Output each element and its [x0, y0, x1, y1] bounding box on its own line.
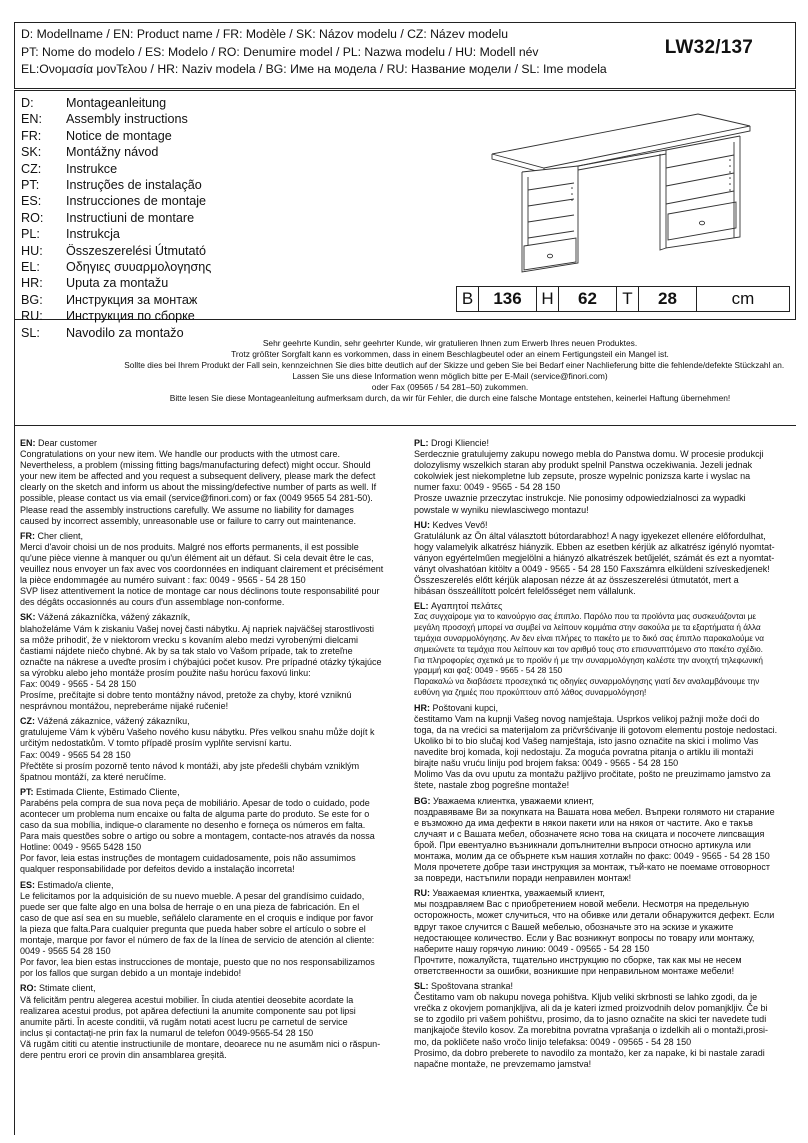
instruction-title: Notice de montage: [66, 128, 172, 143]
section-text-line: sa môže prihodiť, že v niektorom vrecku s kovaním alebo medzi vyrobenými dielcami: [20, 634, 359, 645]
customer-notice-section: [414, 703, 798, 792]
section-heading: [20, 531, 398, 542]
language-code: BG:: [21, 292, 43, 307]
section-text-line: caso de que así sea en su mueble, señálelo claramente en el croquis e indique por favor: [20, 912, 374, 923]
customer-notice-section: [414, 796, 798, 885]
section-text-line: špatnou montáží, za které neručíme.: [20, 771, 167, 782]
instruction-title: Instrukcja: [66, 227, 120, 242]
section-text-line: SVP lisez attentivement la notice de montage car nous déclinons toute responsabilité pour: [20, 586, 380, 597]
section-text-line: numer faxu: 0049 - 9565 - 54 28 150: [414, 482, 561, 493]
section-text-line: Parabéns pela compra de sua nova peça de mobiliário. Apesar de todo o cuidado, pode: [20, 797, 370, 808]
section-text-line: sa výrobku alebo jeho montáže prosím použite našu horúcu faxovú linku:: [20, 667, 311, 678]
section-text-line: Por favor, lea bien estas instrucciones de montaje, puesto que no nos responsabilizamos: [20, 957, 375, 968]
section-text-line: Čestitamo vam ob nakupu novega pohištva. Kljub veliki skrbnosti se lahko zgodi, da je: [414, 992, 758, 1003]
language-code: SL:: [21, 325, 40, 340]
instruction-title-row: [21, 95, 211, 111]
section-text-line: Моля прочетете добре тази инструкция за монтаж, тъй-като не поемаме отговорност: [414, 862, 771, 873]
section-text-line: la pièce endommagée au numéro suivant : fax: 0049 - 9565 - 54 28 150: [20, 575, 306, 586]
section-text-line: μεγάλη προσοχή μπορεί να συμβεί να λείπουν κομμάτια στην σακούλα με τα εξαρτήματα ή άλλα: [414, 623, 761, 633]
instruction-title-list: [21, 95, 211, 341]
customer-notice-section: [20, 983, 398, 1061]
section-heading: [20, 787, 398, 798]
customer-notice-section: [20, 716, 398, 783]
section-text-line: se to zgodilo pri vašem pohištvu, prosimo, da to jasno označite na skici ter navedete tudi: [414, 1014, 767, 1025]
section-text-line: ευθύνη για ζημιές που προκύπτουν από λάθος συναρμολόγηση!: [414, 687, 647, 697]
section-text-line: gratulujeme Vám k výběru Vašeho nového kusu nábytku. Přes velkou snahu může dojít k: [20, 727, 375, 738]
intro-line: Lassen Sie uns diese Information wenn möglich bitte per E-Mail (service@finori.com): [292, 371, 608, 382]
section-heading: [20, 716, 398, 727]
intro-line: Trotz größter Sorgfalt kann es vorkommen, dass in einem Beschlagbeutel oder an einem Fertigungsteil ein Mangel ist.: [231, 349, 669, 360]
section-text-line: Prosimo, da dobro preberete to navodilo za montažo, ker za napake, ki bi nastale zaradi: [414, 1047, 765, 1058]
section-heading: [414, 981, 798, 992]
instruction-title-row: [21, 292, 211, 308]
section-language-code: HU:: [414, 519, 430, 530]
section-greeting: Vážená zákazníčka, vážený zákazník,: [35, 612, 191, 623]
width-value: 136: [479, 287, 537, 311]
section-text-line: hogy valamelyik alkatrész hiányzik. Ebben az esetben kérjük az alkatrész igényló nyomtat-: [414, 541, 775, 552]
instruction-title: Instruções de instalação: [66, 178, 202, 193]
customer-notice-section: [20, 612, 398, 712]
section-text-line: dolozylismy wszelkich staran aby produkt spelnil Panstwa oczekiwania. Jezeli jednak: [414, 460, 753, 471]
language-code: RU:: [21, 309, 43, 324]
instruction-title-row: [21, 308, 211, 324]
section-heading: [414, 703, 798, 714]
section-text-line: е възможно да има дефекти в някои пакети или на някоя от частите. Ако е такъв: [414, 817, 753, 828]
section-text-line: за повреди, настъпили поради неправилен монтаж!: [414, 873, 632, 884]
instruction-title-row: [21, 275, 211, 291]
instruction-title: Instrucciones de montaje: [66, 194, 207, 209]
section-text-line: clearly on the sketch and inform us about the missing/defective number of parts as well. If: [20, 482, 377, 493]
section-text-line: caso da sua mobília, indique-o claramente no desenho e forneça os números em falta.: [20, 820, 366, 831]
section-language-code: SL:: [414, 981, 429, 992]
section-text-line: Congratulations on your new item. We handle our products with the utmost care.: [20, 449, 341, 460]
header-box: [14, 22, 796, 89]
section-text-line: qu'une pièce vienne à manquer ou qu'un élément ait un défaut. Si cela devait être le cas,: [20, 552, 374, 563]
section-text-line: qualquer responsabilidade por defeitos devido a instalação incorreta!: [20, 864, 295, 875]
instruction-title: Инструкция по сборке: [66, 309, 195, 324]
section-text-line: dere pentru erori ce provin din ansamblarea greșită.: [20, 1049, 227, 1060]
customer-notice-section: [414, 981, 798, 1070]
unit-label: cm: [731, 289, 755, 308]
model-line: PT: Nome do modelo / ES: Modelo / RO: Denumire model / PL: Nazwa modelu / HU: Modell név: [21, 44, 539, 59]
depth-label: T: [617, 287, 639, 311]
section-language-code: RU:: [414, 888, 430, 899]
instruction-title: Összeszerelési Útmutató: [66, 243, 206, 258]
section-text-line: toga, da na vrećici sa materijalom za pričvršćivanje ili gotovom elementu postoje nedostaci.: [414, 724, 778, 735]
intro-line: Sollte dies bei Ihrem Produkt der Fall sein, kennzeichnen Sie dies bitte deutlich auf der Skizze und geben Sie bei Bedarf einer Nachlieferung bitte die fehlende/defekte Stückzahl an.: [124, 360, 785, 371]
section-greeting: Drogi Kliencie!: [428, 438, 490, 448]
instruction-title: Montážny návod: [66, 145, 159, 160]
section-language-code: FR:: [20, 530, 35, 541]
section-language-code: BG:: [414, 795, 431, 806]
section-text-line: τεμάχια συναρμολόγησης. Αν δεν είναι πλήρες το πακέτο με το δικό σας έπιπλο παρακαλούμε να: [414, 634, 764, 643]
instruction-title-row: [21, 243, 211, 259]
section-text-line: поздравяваме Ви за покупката на Вашата нова мебел. Въпреки голямото ни старание: [414, 806, 775, 817]
section-heading: [20, 438, 398, 449]
section-text-line: častiami nájdete niečo chybné. Ak by sa tak stalo vo Vašom prípade, tak to zreteľne: [20, 645, 353, 656]
section-text-line: nesprávnou montážou, nepreberáme nijaké ručenie!: [20, 701, 229, 712]
customer-notice-section: [20, 787, 398, 876]
language-code: D:: [21, 96, 34, 110]
section-text-line: puede ser que falte algo en una bolsa de herraje o en una pieza de fabricación. En el: [20, 901, 360, 912]
section-text-line: Fax: 0049 - 9565 54 28 150: [20, 749, 131, 760]
section-heading: [20, 880, 398, 891]
instruction-title-row: [21, 144, 211, 160]
section-greeting: Spoštovana stranka!: [428, 981, 514, 992]
instruction-title: Navodilo za montažo: [66, 325, 184, 340]
instruction-title: Instrukce: [66, 161, 118, 176]
section-text-line: Прочтите, пожалуйста, тщательно инструкцию по сборке, так как мы не несем: [414, 954, 742, 965]
depth-value: 28: [639, 287, 697, 311]
section-text-line: označte na nákrese a uveďte prosím i chýbajúci počet kusov. Pre prípadné otázky týkajúce: [20, 656, 382, 667]
section-text-line: navedite broj komada, koji nedostaju. Za moguća povratna pitanja o artiklu ili montaži: [414, 747, 754, 758]
section-heading: [20, 983, 398, 994]
language-code: FR:: [21, 128, 42, 143]
section-text-line: вдруг такое случится с Вашей мебелью, обозначьте это на эскизе и укажите: [414, 921, 734, 932]
width-label: B: [457, 287, 479, 311]
model-line: EL:Ονομασία μονΤελου / HR: Naziv modela / BG: Име на модела / RU: Название модели / SL: Ime modela: [21, 62, 607, 76]
section-text-line: ответственности за ошибки, возникшие при неправильном монтаже мебели!: [414, 965, 735, 976]
section-text-line: des dégâts occasionnés au cours d'un assemblage non-conforme.: [20, 597, 285, 608]
section-language-code: RO:: [20, 983, 37, 994]
section-text-line: vrečka z okovjem pomanjkljiva, ali da je kateri izmed proizvodnih delov pomanjkljiv. Če bi: [414, 1003, 768, 1014]
section-text-line: blahoželáme Vám k ziskaniu Vašej novej časti nábytku. Aj napriek najväčšej starostlivosti: [20, 623, 375, 634]
intro-line: Sehr geehrte Kundin, sehr geehrter Kunde, wir gratulieren Ihnen zum Erwerb Ihres neuen Produktes.: [262, 338, 638, 348]
instruction-title-row: [21, 193, 211, 209]
section-text-line: inclus și contactați-ne prin fax la numarul de telefon 0049-9565-54 28 150: [20, 1027, 314, 1038]
section-text-line: Ukoliko bi to bio slučaj kod Vašeg namještaja, isto jasno označite na skici i molimo Vas: [414, 736, 759, 747]
section-text-line: случаят и с Вашата мебел, обозначете ясно това на скицата и посочете липсващия: [414, 828, 765, 839]
section-text-line: Vă felicităm pentru alegerea acestui mobilier. În ciuda atentiei deosebite acordate la: [20, 994, 354, 1005]
intro-line: oder Fax (09565 / 54 281–50) zukommen.: [371, 382, 529, 393]
language-code: CZ:: [21, 161, 42, 176]
section-text-line: hibásan összeállított polcért felelősséget nem vállalunk.: [414, 586, 636, 597]
intro-text: [120, 338, 785, 405]
section-text-line: брой. При евентуално възникнали допълнителни въпроси относно артикула или: [414, 839, 751, 850]
instruction-title-row: [21, 210, 211, 226]
section-text-line: мы поздравляем Вас с приобретением новой мебели. Несмотря на предельную: [414, 899, 750, 910]
section-text-line: štete, nastale zbog pogrešne montaže!: [414, 780, 570, 791]
section-text-line: недостающее количество. Если у Вас возникнут вопросы по товару или монтажу,: [414, 932, 755, 943]
instruction-title: Uputa za montažu: [66, 276, 169, 291]
section-text-line: Serdecznie gratulujemy zakupu nowego mebla do Panstwa domu. W procesie produkcji: [414, 449, 764, 460]
language-code: EL:: [21, 260, 40, 275]
model-number: LW32/137: [664, 37, 753, 58]
section-text-line: 0049 - 9565 54 28 150: [20, 946, 111, 957]
section-text-line: acontecer um problema num encaixe ou falta de alguma parte do produto. Se este for o: [20, 809, 370, 819]
section-text-line: Vă rugăm cititi cu atentie instructiunile de montare, deoarece nu ne asumăm nici o răspun-: [20, 1038, 381, 1049]
left-column: [20, 438, 398, 1065]
section-text-line: la pieza que falta.Para cualquier pregunta que pueda haber sobre el artículo o sobre el: [20, 923, 366, 934]
furniture-sketch: [488, 110, 758, 285]
section-text-line: por los fallos que surgan debido a un montaje indebido!: [20, 968, 242, 979]
instruction-title: Assembly instructions: [66, 112, 188, 127]
section-text-line: Molimo Vas da ovu uputu za montažu pažljivo pročitate, pošto ne preuzimamo jamstvo za: [414, 769, 771, 780]
section-text-line: монтажа, молим да се обърнете към нашия хотлайн по факс: 0049 - 9565 - 54 28 150: [414, 851, 770, 861]
section-text-line: Fax: 0049 - 9565 - 54 28 150: [20, 678, 137, 689]
language-code: PT:: [21, 178, 40, 193]
section-greeting: Kedves Vevő!: [430, 519, 488, 530]
section-heading: [414, 520, 798, 531]
section-text-line: Prosze uwaznie przeczytac instrukcje. Nie ponosimy odpowiedzialnosci za wypadki: [414, 493, 746, 504]
section-text-line: montaje, marque por favor el número de fax de la línea de servicio de atención al cliente:: [20, 935, 375, 946]
right-column: [414, 438, 798, 1074]
section-greeting: Estimado/a cliente,: [35, 879, 114, 890]
language-code: SK:: [21, 145, 42, 160]
customer-notice-section: [20, 880, 398, 980]
section-text-line: Le felicitamos por la adquisición de su nuevo mueble. A pesar del grandísimo cuidado,: [20, 890, 365, 901]
section-text-line: mo, da pokličete našo vročo linijo telefaksa: 0049 - 09565 - 54 28 150: [414, 1036, 692, 1047]
section-text-line: ványt olvashatóan kitöltv a 0049 - 9565 - 54 28 150 Faxszámra elküldeni szíveskedjenek!: [414, 564, 770, 575]
language-code: PL:: [21, 227, 40, 242]
height-value: 62: [559, 287, 617, 311]
section-greeting: Estimada Cliente, Estimado Cliente,: [33, 786, 180, 797]
section-text-line: manjkajoče število kosov. Za morebitna povratna vprašanja o izdelkih ali o montaži,prosi-: [414, 1025, 769, 1036]
section-text-line: Összeszerelés előtt kérjük alaposan nézze át az összeszerelési útmutatót, mert a: [414, 575, 739, 586]
section-heading: [414, 601, 798, 612]
section-text-line: Hotline: 0049 - 9565 5428 150: [20, 842, 142, 853]
section-text-line: Σας συγχαίρομε για το καινούργιο σας έπιπλο. Παρόλο που τα προϊόντα μας συσκευάζονται με: [414, 612, 757, 622]
customer-notice-section: [414, 601, 798, 698]
left-border: [14, 320, 15, 1135]
section-text-line: Nevertheless, a problem (missing fitting bags/manufacturing defect) might occur. Should: [20, 460, 371, 471]
instruction-title-row: [21, 128, 211, 144]
section-text-line: anumite părti. În aceste conditii, vă rugăm notati acest lucru pe carnetul de service: [20, 1016, 348, 1027]
instruction-title: Οδηγιες συυαρμολογησης: [66, 260, 212, 275]
section-greeting: Αγαπητοί πελάτες: [428, 601, 503, 612]
section-language-code: ES:: [20, 879, 36, 890]
section-text-line: осторожность, может случиться, что на обивке или детали обнаружится дефект. Если: [414, 910, 775, 921]
section-greeting: Уважаемая клиентка, уважаемый клиент,: [430, 888, 605, 899]
section-text-line: σημειώνετε τα τεμάχια που λείπουν και τον αριθμό τους στο επισυναπτόμενο στο πακέτο σχέδιο.: [414, 644, 763, 654]
section-text-line: birajte našu vruću liniju pod brojem faksa: 0049 - 9565 - 54 28 150: [414, 758, 679, 769]
section-language-code: PT:: [20, 786, 34, 797]
section-text-line: Για πληροφορίες σχετικά με το προϊόν ή με την συναρμολόγηση καλέστε την ανοιχτή τηλεφωνική: [414, 655, 763, 665]
instruction-title-row: [21, 111, 211, 127]
model-name-labels: [21, 26, 607, 79]
section-text-line: γραμμή και φαξ: 0049 - 9565 - 54 28 150: [414, 666, 563, 676]
section-text-line: Gratulálunk az Ön által választott bútordarabhoz! A nagy igyekezet ellenére előfordulhat,: [414, 530, 766, 541]
section-greeting: Dear customer: [35, 438, 98, 448]
section-heading: [414, 888, 798, 899]
instruction-title: Instructiuni de montare: [66, 210, 195, 225]
section-text-line: napačne montaže, ne prevzemamo jamstva!: [414, 1058, 592, 1069]
instruction-title-row: [21, 161, 211, 177]
dimensions-table: [456, 286, 790, 312]
section-greeting: Poštovani kupci,: [430, 702, 499, 713]
section-text-line: Para mais questões sobre o artigo ou sobre a montagem, contacte-nos através da nossa: [20, 831, 375, 842]
section-greeting: Cher client,: [35, 530, 84, 541]
customer-notice-section: [414, 438, 798, 516]
section-text-line: possible, please contact us via email (service@finori.com) or fax (0049 9565 54 281-50).: [20, 493, 373, 504]
section-text-line: Prosíme, prečítajte si dobre tento montážny návod, pretože za chyby, ktoré vzniknú: [20, 690, 352, 701]
section-text-line: Přečtěte si prosím pozorně tento návod k montáži, aby jste předešli chybám vzniklým: [20, 760, 360, 771]
section-text-line: realizarea acestui produs, pot apărea defectiuni la anumite componente sau pot lipsi: [20, 1005, 356, 1016]
section-text-line: наберите нашу горячую линию: 0049 - 09565 - 54 28 150: [414, 943, 650, 954]
section-language-code: EL:: [414, 601, 429, 612]
section-language-code: PL:: [414, 438, 429, 448]
section-heading: [20, 612, 398, 623]
section-text-line: Please read the assembly instructions carefully. We assume no liability for damages: [20, 504, 354, 515]
instruction-title-row: [21, 226, 211, 242]
section-language-code: EN:: [20, 438, 36, 448]
section-greeting: Уважаема клиентка, уважаеми клиент,: [430, 795, 595, 806]
section-text-line: your new item be affected and you request a subsequent delivery, please mark the defect: [20, 471, 376, 482]
instruction-title-row: [21, 259, 211, 275]
section-text-line: Merci d'avoir choisi un de nos produits. Malgré nos efforts permanents, il est possible: [20, 541, 359, 552]
language-code: HU:: [21, 243, 43, 258]
language-code: RO:: [21, 210, 44, 225]
section-divider: [14, 425, 796, 426]
section-text-line: určitým nedostatkům. V tomto případě prosím vyplňte servisní kartu.: [20, 738, 292, 749]
section-language-code: HR:: [414, 702, 430, 713]
section-language-code: CZ:: [20, 716, 35, 727]
section-text-line: Παρακαλώ να διαβάσετε προσεχτικά τις οδηγίες συναρμολόγησης γιατί δεν αναλαμβάνουμε την: [414, 677, 760, 687]
section-text-line: ványon egyértelműen megjelölni a hiányzó alkatrészek betűjelét, számát és ezt a nyomtat-: [414, 552, 775, 563]
model-line: D: Modellname / EN: Product name / FR: Modèle / SK: Názov modelu / CZ: Název modelu: [21, 27, 509, 41]
section-text-line: veuillez nous envoyer un fax avec vos coordonnées en indiquant clairement et précisément: [20, 564, 384, 575]
customer-notice-section: [414, 520, 798, 598]
customer-notice-section: [20, 438, 398, 527]
section-text-line: powstale w wyniku niewlasciwego montazu!: [414, 504, 589, 515]
customer-notice-section: [20, 531, 398, 609]
instruction-title-row: [21, 177, 211, 193]
section-text-line: caused by incorrect assembly, unreasonable use or failure to carry out maintenance.: [20, 515, 357, 526]
section-text-line: cokolwiek jest niekompletne lub zepsute, prosze wypelnic ponizsza karte i wyslac na: [414, 471, 751, 482]
intro-line: Bitte lesen Sie diese Montageanleitung aufmerksam durch, da wir für Fehler, die durch eine falsche Montage entstehen, keinerlei Haftung übernehmen!: [169, 393, 731, 404]
instruction-title: Montageanleitung: [66, 96, 167, 110]
section-text-line: Por favor, leia estas instruções de montagem cuidadosamente, pois não assumimos: [20, 853, 356, 864]
section-greeting: Vážená zákaznice, vážený zákazníku,: [35, 716, 190, 727]
section-heading: [414, 796, 798, 807]
language-code: ES:: [21, 194, 42, 209]
language-code: HR:: [21, 276, 43, 291]
section-greeting: Stimate client,: [36, 983, 96, 994]
section-text-line: čestitamo Vam na kupnji Vašeg novog namještaja. Usprkos velikoj pažnji može doći do: [414, 713, 760, 724]
language-code: EN:: [21, 112, 42, 127]
height-label: H: [537, 287, 559, 311]
customer-notice-section: [414, 888, 798, 977]
instruction-title: Инструкция за монтаж: [66, 292, 198, 307]
section-language-code: SK:: [20, 612, 36, 623]
section-heading: [414, 438, 798, 449]
